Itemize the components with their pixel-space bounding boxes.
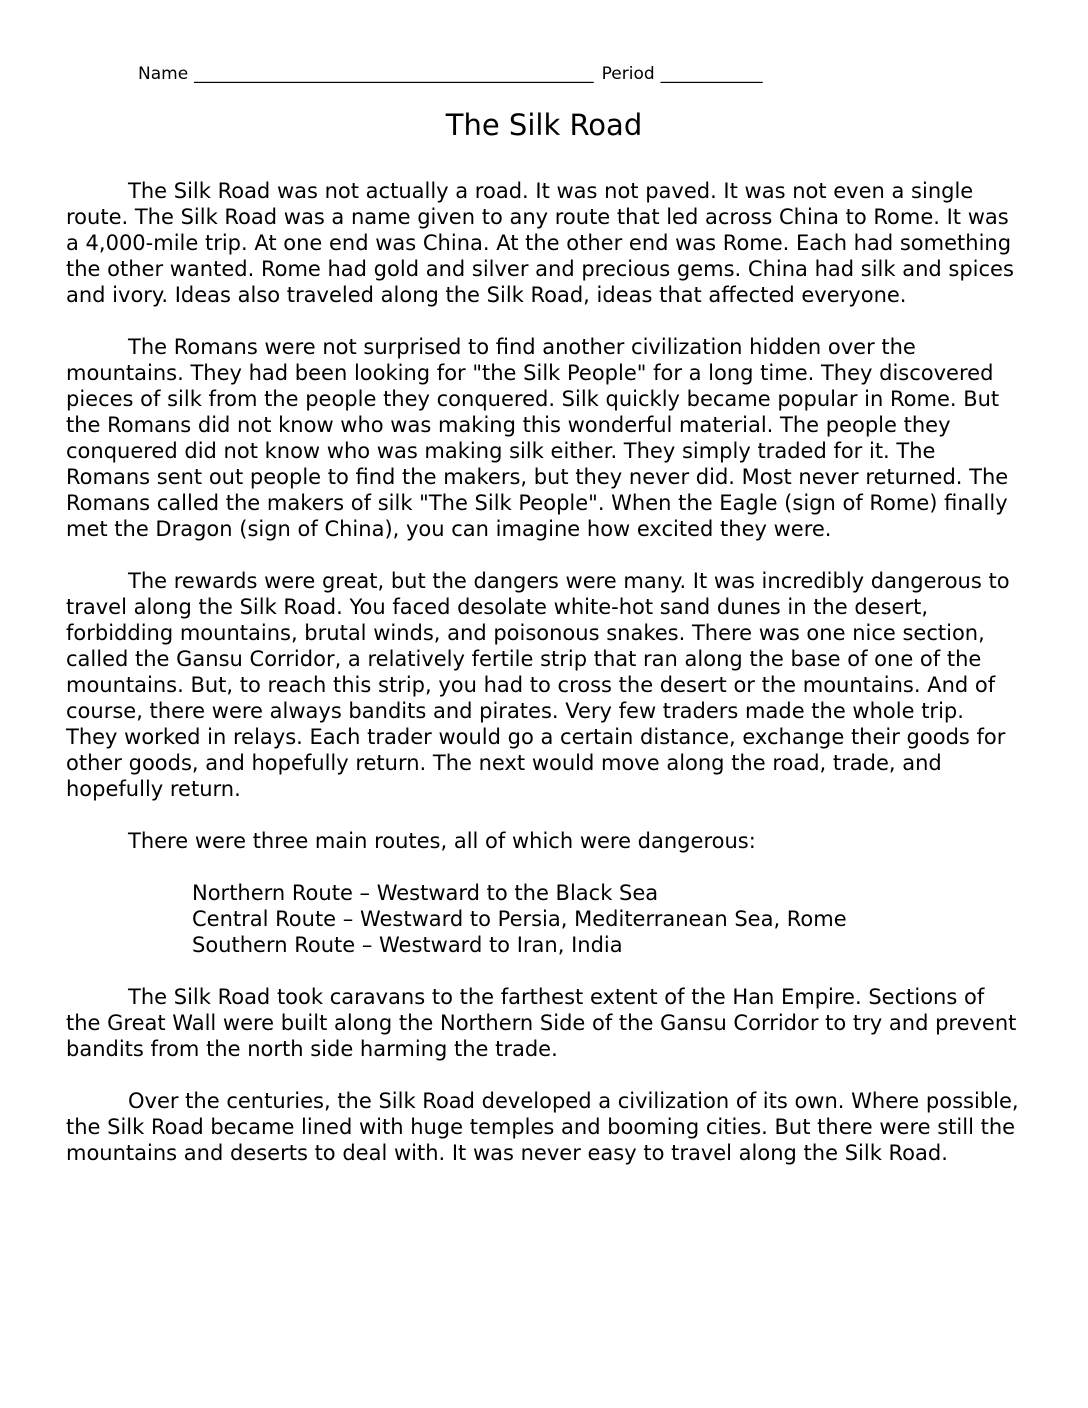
paragraph-romans: The Romans were not surprised to find another civilization hidden over the mountains. They had been looking for "the Silk People" for a long time. They discovered pieces of silk from the people they conquered. Silk quickly became popular in Rome. But the Romans did not know who was making this wonderful material. The people they conquered did not know who was making silk either. They simply traded for it. The Romans sent out people to find the makers, but they never did. Most never returned. The Romans called the makers of silk "The Silk People". When the Eagle (sign of Rome) finally met the Dragon (sign of China), you can imagine how excited they were. [66,335,1009,541]
route-northern: Northern Route – Westward to the Black Sea [192,881,659,905]
route-central: Central Route – Westward to Persia, Mediterranean Sea, Rome [192,907,847,931]
paragraph-civilization: Over the centuries, the Silk Road developed a civilization of its own. Where possible, the Silk Road became lined with huge temples and booming cities. But there were still the mountains and deserts to deal with. It was never easy to travel along the Silk Road. [66,1089,1019,1165]
paragraph-dangers: The rewards were great, but the dangers were many. It was incredibly dangerous to travel along the Silk Road. You faced desolate white-hot sand dunes in the desert, forbidding mountains, brutal winds, and poisonous snakes. There was one nice section, called the Gansu Corridor, a relatively fertile strip that ran along the base of one of the mountains. But, to reach this strip, you had to cross the desert or the mountains. And of course, there were always bandits and pirates. Very few traders made the whole trip. They worked in relays. Each trader would go a certain distance, exchange their goods for other goods, and hopefully return. The next would move along the road, trade, and hopefully return. [66,569,1010,801]
name-label: Name [138,64,189,84]
paragraph-han-empire: The Silk Road took caravans to the farthest extent of the Han Empire. Sections of the Great Wall were built along the Northern Side of the Gansu Corridor to try and prevent bandits from the north side harming the trade. [66,985,1017,1061]
paragraph-routes-intro: There were three main routes, all of which were dangerous: [128,829,756,853]
period-label: Period [601,64,655,84]
paragraph-intro: The Silk Road was not actually a road. It was not paved. It was not even a single route. The Silk Road was a name given to any route that led across China to Rome. It was a 4,000-mile trip. At one end was China. At the other end was Rome. Each had something the other wanted. Rome had gold and silver and precious gems. China had silk and spices and ivory. Ideas also traveled along the Silk Road, ideas that affected everyone. [66,179,1014,307]
name-period-header [138,64,1038,84]
route-southern: Southern Route – Westward to Iran, India [192,933,623,957]
page-title: The Silk Road [445,108,643,142]
routes-list [66,880,1021,958]
period-blank-line: ____________ [660,64,763,84]
article-body [66,178,1021,1192]
name-blank-line: _______________________________________________ [194,64,594,84]
